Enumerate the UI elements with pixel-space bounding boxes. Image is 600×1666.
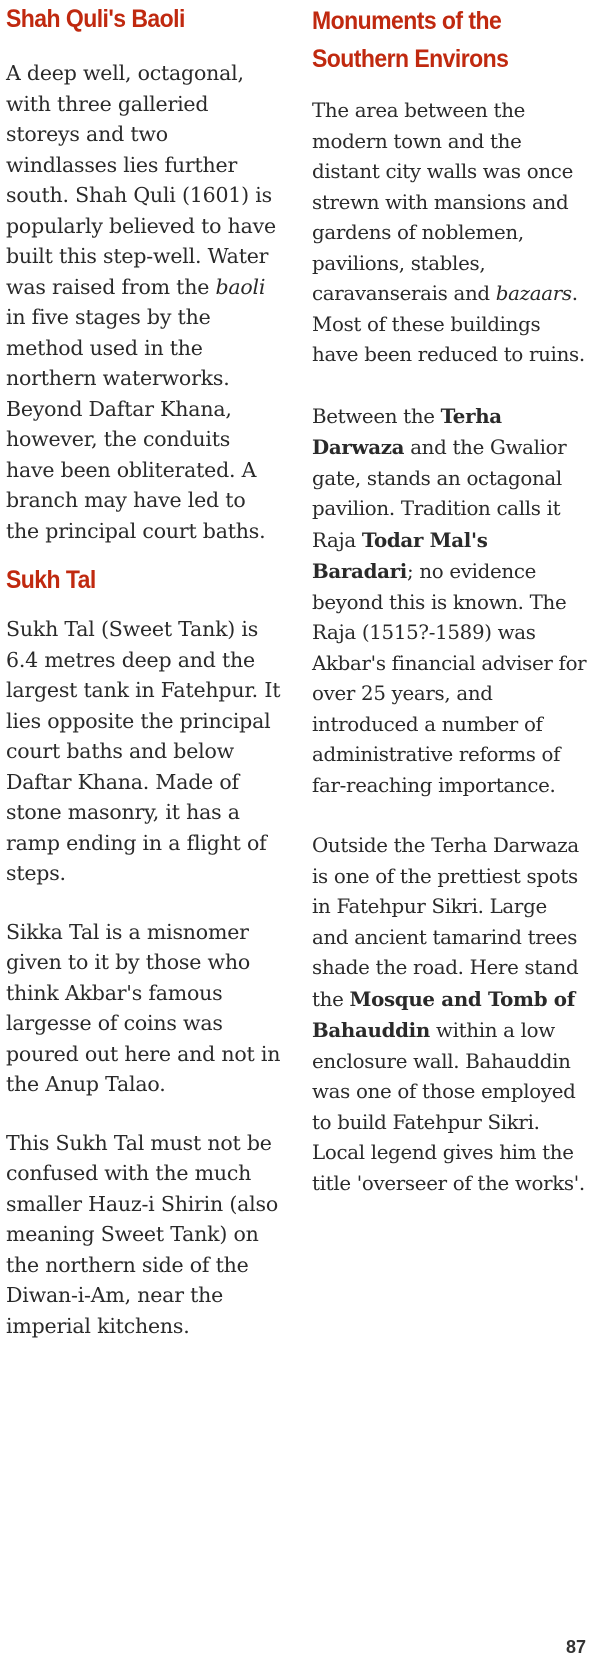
paragraph-sikka-tal: Sikka Tal is a misnomer given to it by those who think Akbar's famous largesse of coins was poured out here and not in the Anup Talao. bbox=[6, 919, 281, 1096]
paragraph-southern-area-text-b: . Most of these buildings have been reduced to ruins. bbox=[312, 282, 585, 366]
paragraph-bahauddin-text-a: Outside the Terha Darwaza is one of the prettiest spots in Fatehpur Sikri. Large and ancient tamarind trees shade the road. Here stand the bbox=[312, 834, 579, 1011]
paragraph-southern-area-italic: bazaars bbox=[495, 282, 572, 305]
paragraph-sukh-tal: Sukh Tal (Sweet Tank) is 6.4 metres deep and the largest tank in Fatehpur. It lies opposite the principal court baths and below Daftar Khana. Made of stone masonry, it has a ramp ending in a flight of steps. bbox=[6, 617, 281, 885]
paragraph-southern-area-text-a: The area between the modern town and the distant city walls was once strewn with mansions and gardens of noblemen, pavilions, stables, caravanserais and bbox=[312, 99, 573, 305]
paragraph-bahauddin bbox=[312, 831, 587, 1199]
paragraph-todar-mal-text-b: and the Gwalior gate, stands an octagonal pavilion. Tradition calls it Raja bbox=[312, 436, 567, 552]
right-column bbox=[312, 0, 587, 1199]
paragraph-bahauddin-text-b: within a low enclosure wall. Bahauddin was one of those employed to build Fatehpur Sikri. Local legend gives him the title 'overseer of the works'. bbox=[312, 1019, 585, 1195]
paragraph-bahauddin-bold: Mosque and Tomb of Bahauddin bbox=[312, 986, 575, 1042]
paragraph-baoli-text-b: in five stages by the method used in the northern waterworks. Beyond Daftar Khana, however, the conduits have been obliterated. A branch may have led to the principal court baths. bbox=[6, 305, 266, 543]
heading-sukh-tal: Sukh Tal bbox=[6, 566, 96, 594]
paragraph-todar-mal-bold-b: Todar Mal's Baradari bbox=[312, 527, 488, 583]
left-column bbox=[6, 0, 281, 1341]
page-number: 87 bbox=[565, 1637, 586, 1657]
paragraph-southern-area bbox=[312, 96, 587, 371]
paragraph-baoli-italic: baoli bbox=[215, 274, 266, 299]
paragraph-todar-mal bbox=[312, 401, 587, 802]
heading-southern-environs: Monuments of the Southern Environs bbox=[312, 7, 509, 73]
paragraph-todar-mal-text-a: Between the bbox=[312, 404, 441, 428]
paragraph-hauz-i-shirin: This Sukh Tal must not be confused with the much smaller Hauz-i Shirin (also meaning Sweet Tank) on the northern side of the Diwan-i-Am, near the imperial kitchens. bbox=[6, 1130, 278, 1338]
paragraph-baoli bbox=[6, 58, 281, 546]
paragraph-baoli-text-a: A deep well, octagonal, with three galleried storeys and two windlasses lies further south. Shah Quli (1601) is popularly believed to have built this step-well. Water was raised from the bbox=[6, 61, 276, 299]
paragraph-todar-mal-text-c: ; no evidence beyond this is known. The Raja (1515?-1589) was Akbar's financial adviser for over 25 years, and introduced a number of administrative reforms of far-reaching importance. bbox=[312, 560, 587, 797]
heading-shah-quli-baoli: Shah Quli's Baoli bbox=[6, 5, 185, 33]
paragraph-todar-mal-bold-a: Terha Darwaza bbox=[312, 403, 502, 459]
